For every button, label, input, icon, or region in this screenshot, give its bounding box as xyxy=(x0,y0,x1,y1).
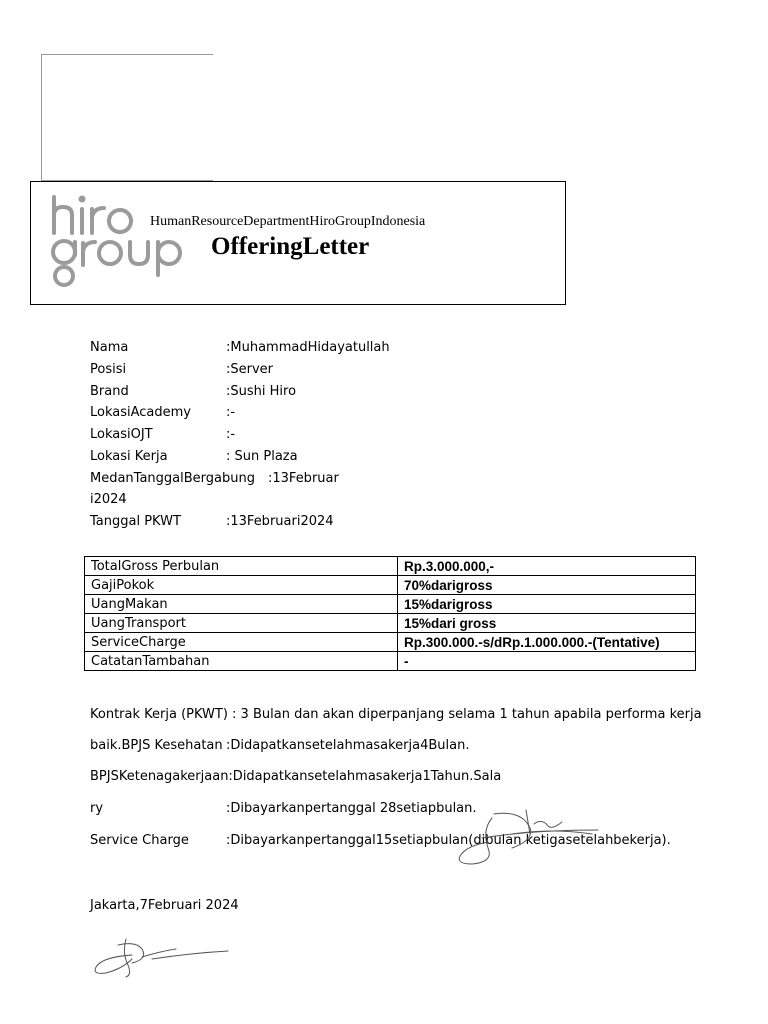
table-row xyxy=(85,595,696,614)
document-title: OfferingLetter xyxy=(211,233,370,260)
table-row xyxy=(85,652,696,671)
signature-mark xyxy=(452,800,602,870)
info-label: Lokasi Kerja xyxy=(90,449,168,464)
terms-bpjs-ketenagakerjaan: BPJSKetenagakerjaan:Didapatkansetelahmasakerja1Tahun.Sala xyxy=(90,769,502,784)
table-cell-label: GajiPokok xyxy=(85,576,398,595)
info-label: LokasiAcademy xyxy=(90,405,192,420)
info-label: i2024 xyxy=(90,492,127,507)
info-value: :13Februar xyxy=(268,471,339,486)
signature-mark xyxy=(92,935,232,980)
info-label: MedanTanggalBergabung xyxy=(90,471,255,486)
table-cell-label: CatatanTambahan xyxy=(85,652,398,671)
place-and-date: Jakarta,7Februari 2024 xyxy=(90,898,239,913)
info-value: :- xyxy=(226,405,236,420)
corner-mark-top xyxy=(41,54,213,55)
info-value: :- xyxy=(226,427,236,442)
compensation-table xyxy=(84,556,696,671)
info-value: :Server xyxy=(226,362,274,377)
info-label: Posisi xyxy=(90,362,127,377)
table-row xyxy=(85,614,696,633)
info-value: :Sushi Hiro xyxy=(226,384,297,399)
terms-service-charge-label: Service Charge xyxy=(90,833,189,848)
table-cell-value: Rp.3.000.000,- xyxy=(398,557,696,576)
terms-contract: Kontrak Kerja (PKWT) : 3 Bulan dan akan diperpanjang selama 1 tahun apabila performa kerja xyxy=(90,707,702,722)
info-label: Brand xyxy=(90,384,129,399)
terms-service-charge-value: :Dibayarkanpertanggal15setiapbulan(dibulan ketigasetelahbekerja). xyxy=(226,833,671,848)
terms-bpjs-kesehatan-value: :Didapatkansetelahmasakerja4Bulan. xyxy=(226,738,470,753)
terms-bpjs-kesehatan-label: baik.BPJS Kesehatan xyxy=(90,738,223,753)
table-row xyxy=(85,576,696,595)
table-cell-label: ServiceCharge xyxy=(85,633,398,652)
table-cell-label: TotalGross Perbulan xyxy=(85,557,398,576)
table-cell-value: 15%dari gross xyxy=(398,614,696,633)
info-label: Tanggal PKWT xyxy=(90,514,181,529)
info-value: :13Februari2024 xyxy=(226,514,334,529)
hiro-group-logo xyxy=(50,193,190,288)
table-cell-value: 70%darigross xyxy=(398,576,696,595)
info-label: Nama xyxy=(90,340,129,355)
terms-salary-label: ry xyxy=(90,801,104,816)
table-row xyxy=(85,557,696,576)
department-name: HumanResourceDepartmentHiroGroupIndonesia xyxy=(150,214,426,229)
table-cell-value: - xyxy=(398,652,696,671)
table-row xyxy=(85,633,696,652)
info-value: :MuhammadHidayatullah xyxy=(226,340,390,355)
table-cell-value: 15%darigross xyxy=(398,595,696,614)
info-label: LokasiOJT xyxy=(90,427,153,442)
info-value: : Sun Plaza xyxy=(226,449,298,464)
terms-salary-value: :Dibayarkanpertanggal 28setiapbulan. xyxy=(226,801,477,816)
table-cell-label: UangMakan xyxy=(85,595,398,614)
table-cell-value: Rp.300.000.-s/dRp.1.000.000.-(Tentative) xyxy=(398,633,696,652)
corner-mark-left xyxy=(41,54,42,180)
table-cell-label: UangTransport xyxy=(85,614,398,633)
